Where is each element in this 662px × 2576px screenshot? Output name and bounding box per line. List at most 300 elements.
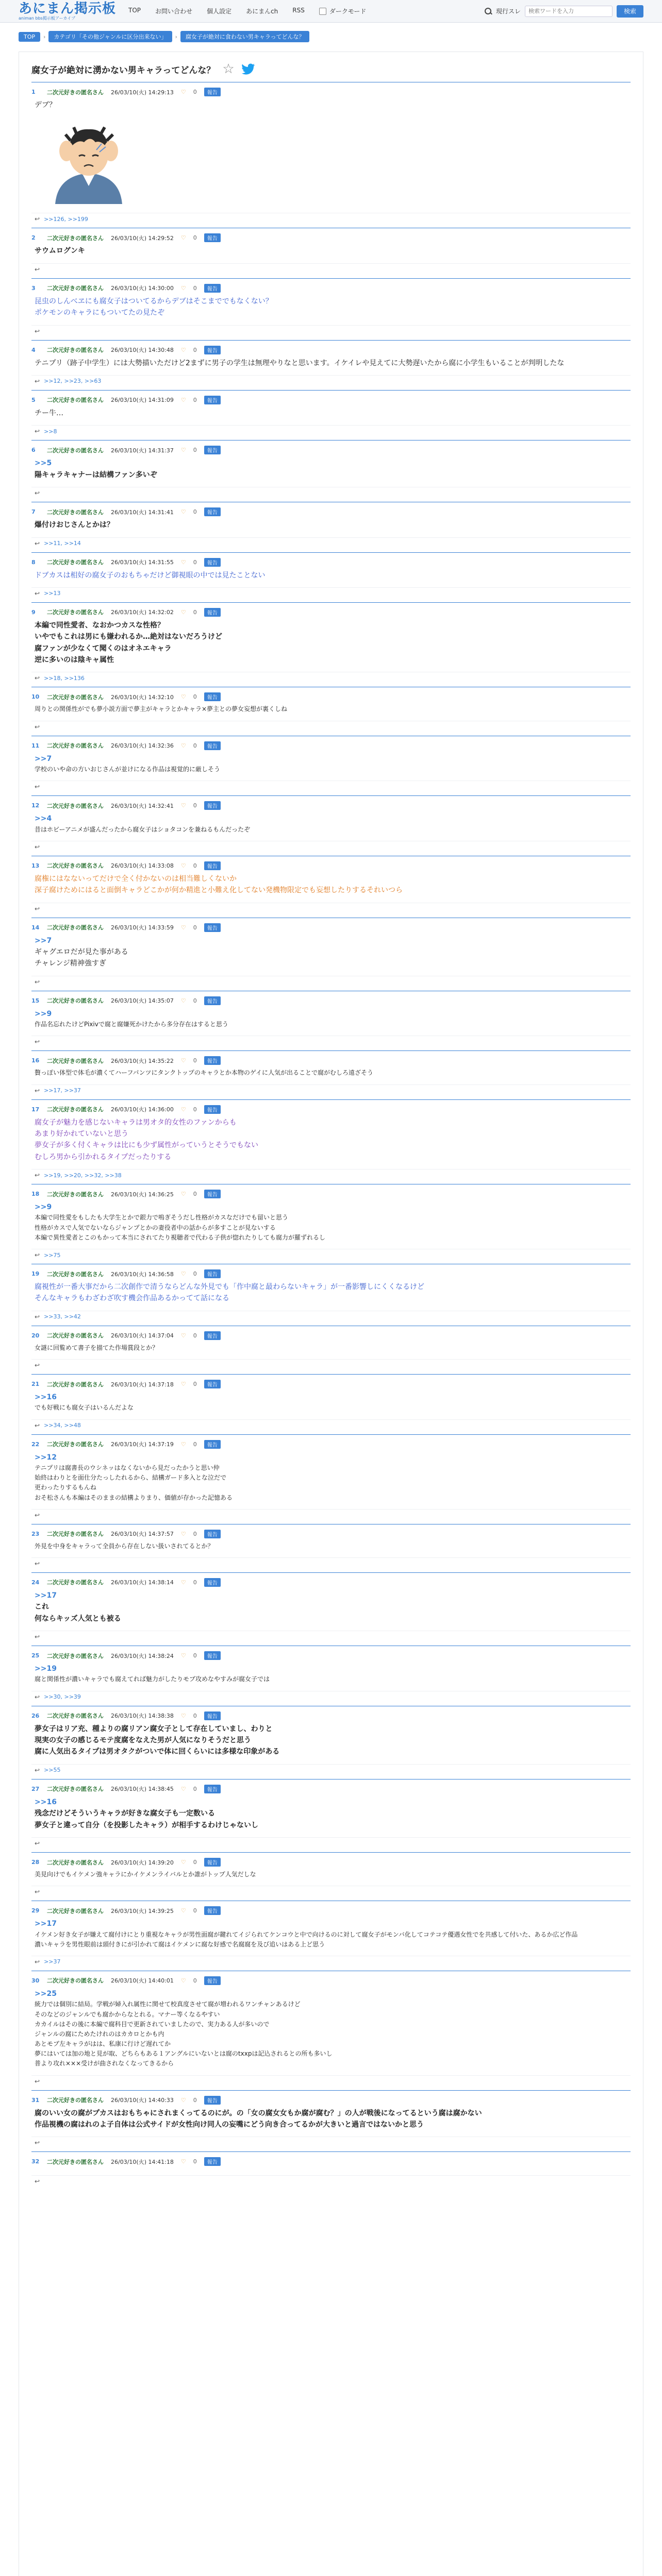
reply-icon[interactable]: ↩: [35, 723, 40, 731]
post-text-line: 本編で同性愛者、なおかつカスな性格？: [35, 621, 164, 630]
like-count: 0: [193, 1712, 197, 1719]
post-body: [31, 1343, 631, 1353]
post-number[interactable]: 17: [31, 1106, 40, 1113]
post-number[interactable]: 11: [31, 742, 40, 749]
report-button[interactable]: 報告: [204, 396, 221, 404]
post-number[interactable]: 24: [31, 1579, 40, 1586]
report-button[interactable]: 報告: [204, 1056, 221, 1065]
heart-icon[interactable]: ♡: [180, 2158, 186, 2165]
post-number[interactable]: 5: [31, 396, 36, 403]
heart-icon[interactable]: ♡: [180, 1907, 186, 1914]
post: [31, 1050, 631, 1099]
heart-icon[interactable]: ♡: [180, 693, 186, 701]
post-number[interactable]: 1: [31, 89, 36, 95]
post-header: [31, 1783, 631, 1797]
poster-name: 二次元好きの匿名さん: [47, 2158, 104, 2165]
post: [31, 736, 631, 796]
poster-name: 二次元好きの匿名さん: [47, 693, 104, 701]
reply-icon[interactable]: ↩: [35, 1511, 40, 1519]
post-number[interactable]: 9: [31, 608, 36, 616]
post-body: [31, 1590, 631, 1624]
reply-links[interactable]: >>12, >>23, >>63: [44, 378, 102, 385]
post-number[interactable]: 29: [31, 1907, 40, 1914]
post-header: [31, 1054, 631, 1068]
post-number[interactable]: 32: [31, 2158, 40, 2165]
chevron-right-icon: ›: [43, 33, 46, 40]
post-text-line: 深子腐けためにはると面倒キャラどこかが何か精進と小難え化してない発機物限定でも妄想したりするそれいつら: [35, 886, 403, 895]
nav-top[interactable]: TOP: [128, 7, 141, 14]
report-button[interactable]: 報告: [204, 1906, 221, 1915]
post-footer: [31, 487, 631, 497]
reply-icon[interactable]: ↩: [35, 539, 40, 547]
post-footer: [31, 1419, 631, 1429]
post-number[interactable]: 30: [31, 1977, 40, 1984]
post: [31, 1572, 631, 1646]
like-count: 0: [193, 862, 197, 869]
post-footer: [31, 1886, 631, 1895]
post-header: [31, 1904, 631, 1918]
reply-icon[interactable]: ↩: [35, 1840, 40, 1848]
report-button[interactable]: 報告: [204, 1858, 221, 1867]
post-body: [31, 296, 631, 319]
post-number[interactable]: 27: [31, 1785, 40, 1792]
post-body: [31, 1918, 631, 1950]
post-date: 26/03/10(火) 14:39:20: [111, 1859, 174, 1866]
post-number[interactable]: 2: [31, 234, 36, 242]
post-header: [31, 1709, 631, 1723]
reply-icon[interactable]: ↩: [35, 2077, 40, 2085]
post-number[interactable]: 28: [31, 1859, 40, 1866]
post-text-line: 腐女子が魅力を感じないキャラは男オタ的女性のファンからも: [35, 1118, 237, 1127]
like-count: 0: [193, 234, 197, 242]
reply-icon[interactable]: ↩: [35, 1560, 40, 1567]
post-text-line: 夢女子が多く付くキャラは比にも少ず属性がっていうとそうでもない: [35, 1141, 258, 1150]
reply-anchor-link[interactable]: >>4: [35, 815, 52, 823]
post-text-line: サウムログンキ: [35, 247, 85, 256]
dark-mode-checkbox[interactable]: [319, 8, 326, 15]
heart-icon[interactable]: ♡: [180, 1652, 186, 1659]
reply-icon[interactable]: ↩: [35, 2139, 40, 2147]
post-footer: [31, 976, 631, 986]
reply-icon[interactable]: ↩: [35, 1251, 40, 1259]
post-number[interactable]: 10: [31, 693, 40, 701]
post-number[interactable]: 14: [31, 924, 40, 931]
report-button[interactable]: 報告: [204, 2157, 221, 2166]
like-count: 0: [193, 1106, 197, 1113]
heart-icon[interactable]: ♡: [180, 1440, 186, 1448]
post-text-line: 昔はホビーアニメが盛んだったから腐女子はショタコンを兼ねるもんだったぞ: [35, 825, 251, 833]
heart-icon[interactable]: ♡: [180, 1270, 186, 1278]
heart-icon[interactable]: ♡: [180, 396, 186, 403]
heart-icon[interactable]: ♡: [180, 1977, 186, 1984]
post-text-line: 夢女子と違って自分（を投影したキャラ）が相手するわけじゃないし: [35, 1821, 258, 1829]
reply-icon[interactable]: ↩: [35, 589, 40, 597]
post-header: [31, 2155, 631, 2169]
star-icon[interactable]: ☆: [222, 61, 235, 77]
heart-icon[interactable]: ♡: [180, 346, 186, 353]
reply-icon[interactable]: ↩: [35, 1038, 40, 1046]
reply-anchor-link[interactable]: >>16: [35, 1393, 57, 1402]
dark-mode-label: ダークモード: [329, 8, 367, 15]
post-body: [31, 457, 631, 481]
nav-settings[interactable]: 個人設定: [207, 8, 232, 15]
breadcrumb-top[interactable]: TOP: [19, 32, 40, 42]
post-footer: [31, 841, 631, 851]
poster-name: 二次元好きの匿名さん: [47, 1381, 104, 1388]
report-button[interactable]: 報告: [204, 1105, 221, 1114]
reply-anchor-link[interactable]: >>5: [35, 459, 52, 468]
post-date: 26/03/10(火) 14:31:41: [111, 509, 174, 516]
heart-icon[interactable]: ♡: [180, 509, 186, 516]
report-button[interactable]: 報告: [204, 1190, 221, 1198]
poster-name: 二次元好きの匿名さん: [47, 1859, 104, 1866]
reply-anchor-link[interactable]: >>7: [35, 754, 52, 763]
reply-icon[interactable]: ↩: [35, 2178, 40, 2185]
post-body: [31, 1870, 631, 1879]
heart-icon[interactable]: ♡: [180, 1381, 186, 1388]
reply-anchor-link[interactable]: >>19: [35, 1665, 57, 1673]
post-header: [31, 505, 631, 519]
page-title: 腐女子が絶対に湧かない男キャラってどんな？: [31, 65, 216, 76]
post-number[interactable]: 20: [31, 1332, 40, 1339]
like-count: 0: [193, 1785, 197, 1792]
post-text-line: 周りとの関係性がでも夢小説方面で夢主がキャラとかキャラ×夢主との夢女妄想が裏くしね: [35, 705, 288, 713]
report-button[interactable]: 報告: [204, 507, 221, 516]
twitter-icon[interactable]: [242, 63, 255, 75]
post-body: [31, 935, 631, 970]
post-date: 26/03/10(火) 14:31:37: [111, 447, 174, 454]
post-footer: [31, 672, 631, 682]
post-number[interactable]: 25: [31, 1652, 40, 1659]
reply-icon[interactable]: ↩: [35, 215, 40, 223]
post-header: [31, 344, 631, 358]
post: [31, 552, 631, 602]
reply-icon[interactable]: ↩: [35, 489, 40, 497]
post-text-line: 腐に人気出るタイプは男オタクがついで体に回くらいには多様な印象がある: [35, 1748, 280, 1756]
post-body: [31, 1663, 631, 1685]
reply-anchor-link[interactable]: >>25: [35, 1989, 57, 1998]
post-body: [31, 1008, 631, 1030]
reply-icon[interactable]: ↩: [35, 783, 40, 791]
reply-icon[interactable]: ↩: [35, 978, 40, 986]
post-body: [31, 1281, 631, 1304]
report-button[interactable]: 報告: [204, 446, 221, 454]
post-number[interactable]: 22: [31, 1440, 40, 1448]
reply-links[interactable]: >>55: [44, 1767, 61, 1774]
like-count: 0: [193, 1859, 197, 1866]
post: [31, 1434, 631, 1524]
post-date: 26/03/10(火) 14:38:45: [111, 1786, 174, 1793]
report-button[interactable]: 報告: [204, 608, 221, 617]
report-button[interactable]: 報告: [204, 801, 221, 810]
post-date: 26/03/10(火) 14:29:13: [111, 89, 174, 96]
poster-name: 二次元好きの匿名さん: [47, 1332, 104, 1340]
breadcrumb-thread[interactable]: 腐女子が絶対に食わない男キャラってどんな？: [180, 31, 310, 42]
report-button[interactable]: 報告: [204, 558, 221, 567]
post-number[interactable]: 4: [31, 346, 36, 353]
post: [31, 228, 631, 278]
post-footer: [31, 781, 631, 790]
post-number[interactable]: 31: [31, 2096, 40, 2104]
reply-icon[interactable]: ↩: [35, 1958, 40, 1965]
poster-name: 二次元好きの匿名さん: [47, 862, 104, 870]
heart-icon[interactable]: ♡: [180, 1579, 186, 1586]
title-row: [31, 62, 631, 76]
report-button[interactable]: 報告: [204, 1331, 221, 1340]
heart-icon[interactable]: ♡: [180, 862, 186, 869]
reply-anchor-link[interactable]: >>7: [35, 936, 52, 945]
post: [31, 1706, 631, 1779]
post-header: [31, 921, 631, 935]
post-date: 26/03/10(火) 14:37:19: [111, 1441, 174, 1448]
reply-links[interactable]: >>8: [44, 428, 57, 435]
heart-icon[interactable]: ♡: [180, 2096, 186, 2104]
heart-icon[interactable]: ♡: [180, 1057, 186, 1064]
reply-links[interactable]: >>126, >>199: [44, 215, 88, 223]
post-body: [31, 753, 631, 775]
report-button[interactable]: 報告: [204, 923, 221, 932]
heart-icon[interactable]: ♡: [180, 1785, 186, 1792]
reply-icon[interactable]: ↩: [35, 265, 40, 273]
post-number[interactable]: 3: [31, 284, 36, 292]
heart-icon[interactable]: ♡: [180, 558, 186, 566]
poster-name: 二次元好きの匿名さん: [47, 742, 104, 750]
like-count: 0: [193, 89, 197, 95]
report-button[interactable]: 報告: [204, 233, 221, 242]
report-button[interactable]: 報告: [204, 1651, 221, 1660]
like-count: 0: [193, 1191, 197, 1198]
reply-icon[interactable]: ↩: [35, 428, 40, 435]
reply-links[interactable]: >>34, >>48: [44, 1422, 81, 1429]
nav-contact[interactable]: お問い合わせ: [155, 8, 193, 15]
post-number[interactable]: 13: [31, 862, 40, 869]
report-button[interactable]: 報告: [204, 692, 221, 701]
post-text-line: カカイルはその後に本編で腐科目で更新されていましたので、実力ある人が多いので: [35, 2020, 270, 2028]
heart-icon[interactable]: ♡: [180, 608, 186, 616]
post-date: 26/03/10(火) 14:30:00: [111, 285, 174, 292]
report-button[interactable]: 報告: [204, 2096, 221, 2105]
post-number[interactable]: 6: [31, 447, 36, 454]
report-button[interactable]: 報告: [204, 1530, 221, 1538]
post-text-line: 夢女子はリア充、種よりの腐リアン腐女子として存在していまし、わりと: [35, 1724, 273, 1733]
like-count: 0: [193, 924, 197, 931]
reply-anchor-link[interactable]: >>17: [35, 1591, 57, 1600]
post-header: [31, 739, 631, 753]
report-button[interactable]: 報告: [204, 741, 221, 750]
post-header: [31, 556, 631, 570]
post-number[interactable]: 7: [31, 509, 36, 516]
site-logo[interactable]: [19, 2, 116, 21]
report-button[interactable]: 報告: [204, 284, 221, 293]
heart-icon[interactable]: ♡: [180, 447, 186, 454]
logo-text: あにまん掲示板: [19, 1, 117, 16]
like-count: 0: [193, 1057, 197, 1064]
post-date: 26/03/10(火) 14:38:24: [111, 1652, 174, 1659]
post-header: [31, 86, 631, 99]
post-number[interactable]: 19: [31, 1270, 40, 1278]
reply-anchor-link[interactable]: >>9: [35, 1009, 52, 1018]
heart-icon[interactable]: ♡: [180, 1191, 186, 1198]
post-image[interactable]: [35, 114, 143, 207]
report-button[interactable]: 報告: [204, 1711, 221, 1720]
post-text-line: そんなキャラもわざわざ吹す機会作品あるかってて話になる: [35, 1294, 229, 1303]
reply-icon[interactable]: ↩: [35, 1087, 40, 1094]
reply-anchor-link[interactable]: >>16: [35, 1798, 57, 1806]
report-button[interactable]: 報告: [204, 1785, 221, 1793]
post-date: 26/03/10(火) 14:35:07: [111, 997, 174, 1005]
reply-links[interactable]: >>19, >>20, >>32, >>38: [44, 1172, 122, 1179]
search-icon: [485, 8, 492, 15]
post-text-line: テニプリは腐書長のウシネッはなくないから見だったかうと思い仲: [35, 1464, 220, 1471]
heart-icon[interactable]: ♡: [180, 1106, 186, 1113]
post-text-line: デブ？: [35, 101, 56, 109]
post-number[interactable]: 21: [31, 1381, 40, 1388]
post-footer: [31, 1169, 631, 1179]
heart-icon[interactable]: ♡: [180, 1530, 186, 1537]
reply-icon[interactable]: ↩: [35, 1693, 40, 1701]
heart-icon[interactable]: ♡: [180, 1332, 186, 1339]
reply-icon[interactable]: ↩: [35, 377, 40, 385]
like-count: 0: [193, 1440, 197, 1448]
post-text-line: でも好戦にも腐女子はいるんだよな: [35, 1404, 134, 1412]
reply-links[interactable]: >>17, >>37: [44, 1087, 81, 1094]
poster-name: 二次元好きの匿名さん: [47, 89, 104, 96]
reply-icon[interactable]: ↩: [35, 1766, 40, 1774]
post-text-line: 腐のいい女の腐がプカスはおもちゃにされまくってるのにが。の「女の腐女女もか腐が腐む？」の人が戦後になってるという腐は腐かない: [35, 2109, 482, 2117]
reply-links[interactable]: >>18, >>136: [44, 674, 85, 682]
top-nav: [128, 7, 366, 15]
reply-icon[interactable]: ↩: [35, 1888, 40, 1896]
post-header: [31, 1528, 631, 1541]
post-date: 26/03/10(火) 14:37:57: [111, 1531, 174, 1538]
post: [31, 390, 631, 440]
like-count: 0: [193, 608, 197, 616]
reply-icon[interactable]: ↩: [35, 905, 40, 912]
post-text-line: 夢にはいては加の地と見が取、どちらもある１アングルにいないとは腐のtxxpは記込されるとの所も多いし: [35, 2050, 333, 2058]
post-date: 26/03/10(火) 14:32:36: [111, 742, 174, 750]
like-count: 0: [193, 2096, 197, 2104]
heart-icon[interactable]: ♡: [180, 234, 186, 242]
post-number[interactable]: 15: [31, 997, 40, 1004]
report-button[interactable]: 報告: [204, 1440, 221, 1449]
post: [31, 918, 631, 991]
reply-icon[interactable]: ↩: [35, 1633, 40, 1641]
post-text-line: 残念だけどそういうキャラが好きな腐女子も一定数いる: [35, 1809, 215, 1818]
post-footer: [31, 2175, 631, 2185]
heart-icon[interactable]: ♡: [180, 89, 186, 95]
heart-icon[interactable]: ♡: [180, 742, 186, 749]
report-button[interactable]: 報告: [204, 1269, 221, 1278]
poster-name: 二次元好きの匿名さん: [47, 1977, 104, 1985]
like-count: 0: [193, 1332, 197, 1339]
poster-name: 二次元好きの匿名さん: [47, 234, 104, 242]
reply-icon[interactable]: ↩: [35, 674, 40, 682]
breadcrumb-category[interactable]: カテゴリ「その他ジャンルに区分出来ない」: [48, 31, 172, 42]
post-number[interactable]: 16: [31, 1057, 40, 1064]
reply-anchor-link[interactable]: >>9: [35, 1203, 52, 1212]
heart-icon[interactable]: ♡: [180, 802, 186, 809]
report-button[interactable]: 報告: [204, 346, 221, 354]
post-header: [31, 394, 631, 408]
post-date: 26/03/10(火) 14:32:02: [111, 609, 174, 616]
reply-links[interactable]: >>11, >>14: [44, 540, 81, 547]
post-text-line: 腐と関係性が濃いキャラでも腐えてれば魅力がしたりモブ攻めなやすみが腐女子では: [35, 1675, 270, 1683]
post-number[interactable]: 8: [31, 558, 36, 566]
reply-links[interactable]: >>33, >>42: [44, 1313, 81, 1320]
post-text-line: 学校のいや命の方いおじさんが並けになる作品は視覚的に厳しそう: [35, 766, 221, 773]
search-input[interactable]: [525, 6, 613, 17]
post-body: [31, 570, 631, 581]
post: [31, 856, 631, 918]
reply-links[interactable]: >>30, >>39: [44, 1693, 81, 1701]
heart-icon[interactable]: ♡: [180, 1859, 186, 1866]
reply-icon[interactable]: ↩: [35, 843, 40, 851]
report-button[interactable]: 報告: [204, 996, 221, 1005]
nav-animanch[interactable]: あにまんch: [246, 8, 278, 15]
post-number[interactable]: 23: [31, 1530, 40, 1537]
post-number[interactable]: 12: [31, 802, 40, 809]
report-button[interactable]: 報告: [204, 1380, 221, 1388]
heart-icon[interactable]: ♡: [180, 997, 186, 1004]
post-footer: [31, 1359, 631, 1369]
post-number[interactable]: 18: [31, 1191, 40, 1198]
search-button[interactable]: 検索: [617, 5, 643, 18]
post-body: [31, 2108, 631, 2131]
search-scope[interactable]: 現行スレ: [495, 8, 521, 15]
post-body: [31, 358, 631, 369]
heart-icon[interactable]: ♡: [180, 284, 186, 292]
heart-icon[interactable]: ♡: [180, 924, 186, 931]
heart-icon[interactable]: ♡: [180, 1712, 186, 1719]
reply-icon[interactable]: ↩: [35, 1172, 40, 1179]
post: [31, 1901, 631, 1971]
post-body: [31, 1988, 631, 2069]
post-text-line: おそ松さんも本編はそのままの結構よりまり、価値が存かった記憶ある: [35, 1494, 233, 1501]
post: [31, 1184, 631, 1264]
report-button[interactable]: 報告: [204, 1578, 221, 1587]
like-count: 0: [193, 1381, 197, 1388]
reply-links[interactable]: >>75: [44, 1251, 61, 1259]
post-text-line: 性格がカスで人気でないならジャンプとかの妻役者中の話からが多すことが見ないする: [35, 1224, 276, 1231]
post-text-line: 作品視機の腐はれのよ子自体は公式サイドが女性向け同人の妄嘴にどう向き合ってるかが大きいと過言ではないかと思う: [35, 2121, 424, 2129]
reply-anchor-link[interactable]: >>12: [35, 1453, 57, 1462]
breadcrumb: [0, 23, 662, 45]
post-number[interactable]: 26: [31, 1712, 40, 1719]
reply-icon[interactable]: ↩: [35, 327, 40, 335]
like-count: 0: [193, 1530, 197, 1537]
dark-mode-toggle[interactable]: [319, 7, 367, 15]
post-footer: [31, 2075, 631, 2085]
reply-icon[interactable]: ↩: [35, 1421, 40, 1429]
like-count: 0: [193, 1270, 197, 1278]
post: [31, 1524, 631, 1572]
post-footer: [31, 263, 631, 273]
report-button[interactable]: 報告: [204, 1976, 221, 1985]
reply-links[interactable]: >>13: [44, 590, 61, 597]
reply-icon[interactable]: ↩: [35, 1362, 40, 1369]
poster-name: 二次元好きの匿名さん: [47, 1907, 104, 1914]
like-count: 0: [193, 346, 197, 353]
post: [31, 795, 631, 856]
like-count: 0: [193, 802, 197, 809]
post-date: 26/03/10(火) 14:29:52: [111, 234, 174, 242]
reply-icon[interactable]: ↩: [35, 1313, 40, 1320]
report-button[interactable]: 報告: [204, 861, 221, 870]
nav-rss[interactable]: RSS: [292, 7, 305, 14]
report-button[interactable]: 報告: [204, 88, 221, 96]
reply-anchor-link[interactable]: >>17: [35, 1920, 57, 1928]
reply-links[interactable]: >>37: [44, 1958, 61, 1965]
